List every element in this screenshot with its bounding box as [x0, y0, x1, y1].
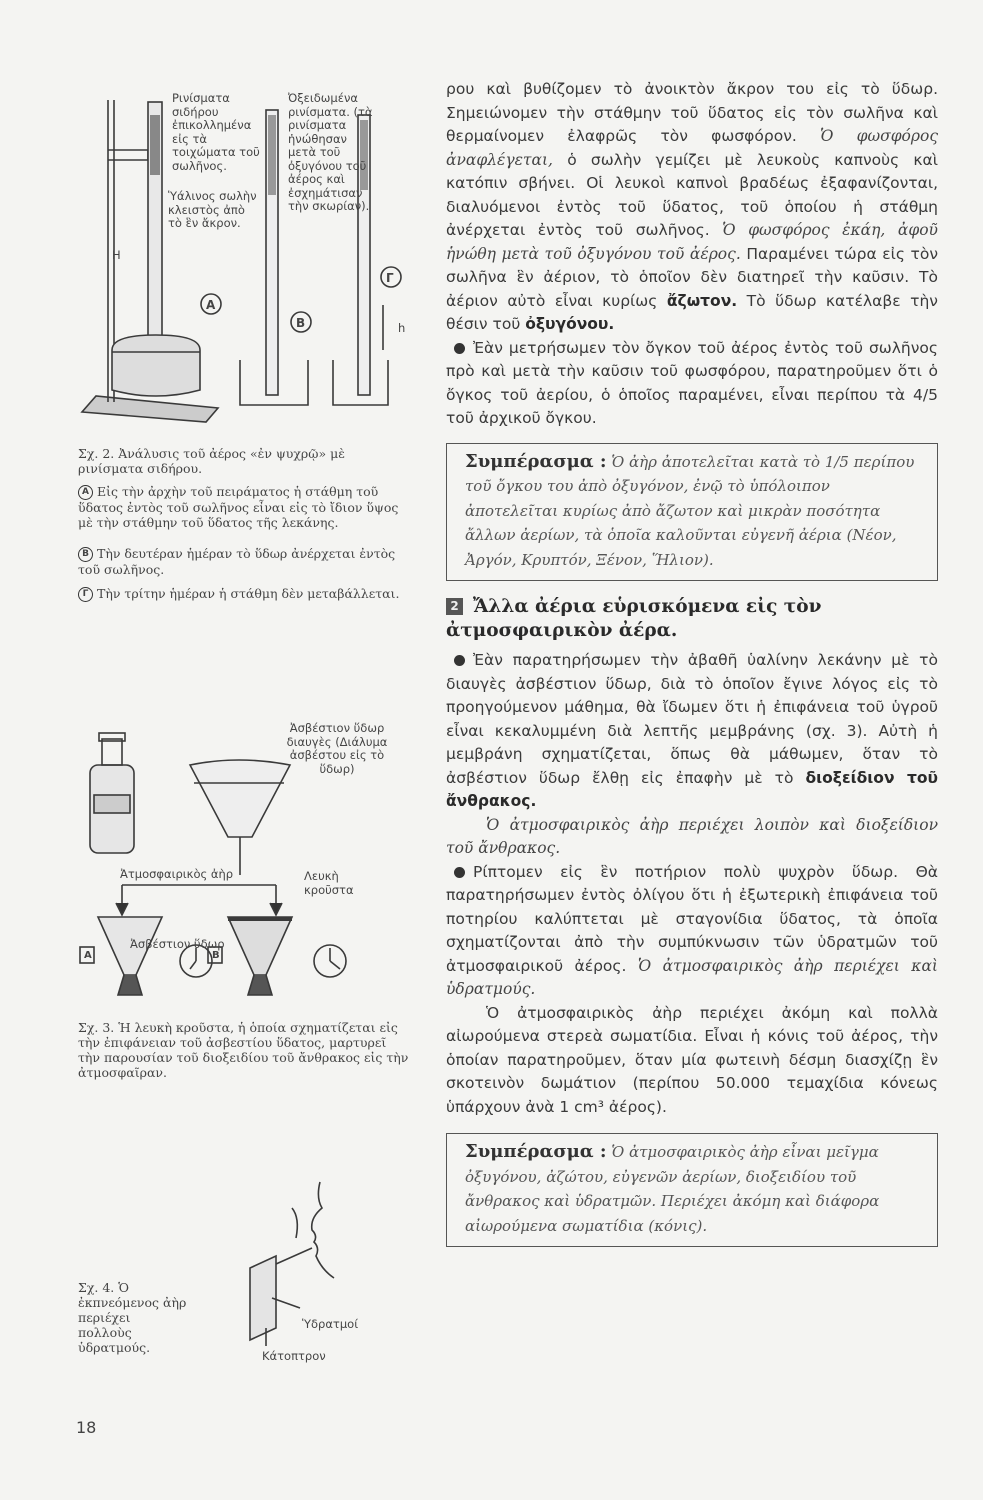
conclusion-2-heading: Συμπέρασμα : — [465, 1141, 607, 1162]
fig4-caption: Σχ. 4. Ὁ ἐκπνεόμενος ἀὴρ περιέχει πολλοὺς ὑδρατμούς. — [78, 1280, 187, 1355]
fig2-item-b-text: Τὴν δευτέραν ἡμέραν τὸ ὕδωρ ἀνέρχεται ἐντὸς τοῦ σωλῆνος. — [78, 546, 396, 577]
conclusion-box-2 — [446, 1133, 938, 1247]
p1-bold-nitrogen: ἄζωτον. — [666, 291, 738, 310]
fig3-label-air: Ἀτμοσφαιρικὸς ἀὴρ — [120, 867, 234, 881]
paragraph-volume — [446, 337, 938, 431]
fig4-label-mirror: Κάτοπτρον — [262, 1349, 326, 1363]
fig2-mark-H: Η — [112, 248, 121, 262]
bullet-icon — [454, 343, 465, 354]
fig3-label-limewater: Ἀσβέστιον ὕδωρ διαυγὲς (Διάλυμα ἀσβέστου εἰς τὸ ὕδωρ) — [286, 721, 388, 776]
fig2-mark-A: Α — [206, 298, 216, 312]
section-heading-2 — [446, 595, 938, 643]
p1-text-c: ὁ σωλὴν γεμίζει μὲ λευκοὺς καπνοὺς καὶ κατόπιν σβήνει. Οἱ λευκοὶ καπνοὶ βραδέως ἐξαφανίζονται, διαλυόμενοι ἐντὸς τοῦ ὕδατος, τοῦ ὁποίου ἡ στάθμη ἀνέρχεται ἐντὸς τοῦ σωλῆνος. — [446, 150, 938, 239]
p4-text-a: Ρίπτομεν εἰς ἓν ποτήριον πολὺ ψυχρὸν ὕδωρ. Θὰ παρατηρήσωμεν ἐντὸς ὀλίγου ὅτι ἡ ἐξωτερικὴ ἐπιφάνεια τοῦ ποτηρίου καλύπτεται μὲ σταγονίδια ὕδατος, τὰ ὁποῖα σχηματίζονται ἀπὸ τὴν συμπύκνωσιν τῶν ὑδρατμῶν τοῦ ἀτμοσφαιρικοῦ ἀέρος. — [446, 862, 938, 975]
section-number: 2 — [446, 598, 463, 615]
paragraph-phosphorus — [446, 78, 938, 337]
fig3-label-limewater2: Ἀσβέστιον ὕδωρ — [130, 937, 225, 951]
conclusion-box-1 — [446, 443, 938, 582]
fig2-label-oxidized: Ὀξειδωμένα ρινίσματα. (τὰ ρινίσματα ἠνώθησαν μετὰ τοῦ ὀξυγόνου τοῦ ἀέρος καὶ ἐσχημάτισαν τὴν σκωρίαν). — [288, 91, 373, 213]
conclusion-2-text: Ὁ ἀτμοσφαιρικὸς ἀὴρ εἶναι μεῖγμα ὀξυγόνου, ἀζώτου, εὐγενῶν ἀερίων, διοξειδίου τοῦ ἄνθρακος καὶ ὑδρατμῶν. Περιέχει ἀκόμη καὶ διάφορα αἰωρούμενα σωματίδια (κόνις). — [465, 1143, 880, 1235]
fig2-item-a-text: Εἰς τὴν ἀρχὴν τοῦ πειράματος ἡ στάθμη τοῦ ὕδατος ἐντὸς τοῦ σωλῆνος εἶναι εἰς τὸ ἴδιον ὕψος μὲ τὴν στάθμην τοῦ ὕδατος τῆς λεκάνης. — [78, 484, 399, 530]
fig2-mark-B: Β — [296, 316, 306, 330]
fig2-item-c-text: Τὴν τρίτην ἡμέραν ἡ στάθμη δὲν μεταβάλλεται. — [97, 586, 400, 601]
p4-italic-b: Ὁ ἀτμοσφαιρικὸς ἀὴρ περιέχει καὶ ὑδρατμούς. — [446, 956, 938, 998]
p1-bold-oxygen: ὀξυγόνου. — [525, 315, 615, 333]
p1-text-a: ρου καὶ βυθίζομεν τὸ ἀνοικτὸν ἄκρον του εἰς τὸ ὕδωρ. Σημειώνομεν τὴν στάθμην τοῦ ὕδατος εἰς τὸν σωλῆνα καὶ θερμαίνομεν ἐλαφρῶς τὸν φωσφόρον. — [446, 80, 938, 145]
fig3-label-crust: Λευκὴ κροῦστα — [304, 869, 354, 897]
bullet-icon — [454, 867, 465, 878]
conclusion-1-text: Ὁ ἀὴρ ἀποτελεῖται κατὰ τὸ 1/5 περίπου τοῦ ὄγκου του ἀπὸ ὀξυγόνον, ἐνῷ τὸ ὑπόλοιπον ἀποτελεῖται κυρίως ἀπὸ ἄζωτον καὶ μικρὰν ποσότητα ἄλλων ἀερίων, τὰ ὁποῖα καλοῦνται εὐγενῆ ἀέρια (Νέον, Ἀργόν, Κρυπτόν, Ξένον, Ἥλιον). — [465, 452, 915, 569]
right-column — [446, 78, 938, 1247]
fig2-item-c — [78, 586, 410, 602]
fig2-label-tube: Ὑάλινος σωλὴν κλειστὸς ἀπὸ τὸ ἓν ἄκρον. — [168, 189, 257, 230]
fig2-item-a — [78, 484, 410, 530]
fig2-item-b — [78, 546, 410, 577]
p1-text-g: Τὸ ὕδωρ κατέλαβε τὴν θέσιν τοῦ — [446, 291, 938, 333]
fig3-mark-B: Β — [212, 950, 220, 961]
fig3-mark-A: Α — [84, 950, 92, 961]
paragraph-dust: Ὁ ἀτμοσφαιρικὸς ἀὴρ περιέχει ἀκόμη καὶ πολλὰ αἰωρούμενα στερεὰ σωματίδια. Εἶναι ἡ κόνις τοῦ ἀέρος, τὴν ὁποίαν παρατηροῦμεν, ὅταν μία φωτεινὴ δέσμη διασχίζῃ ἓν σκοτεινὸν δωμάτιον (περίπου 50.000 τεμαχίδια κόνεως ὑπάρχουν ἀνὰ 1 cm³ ἀέρος). — [446, 1003, 938, 1116]
p3-text-a: Ἐὰν παρατηρήσωμεν τὴν ἀβαθῆ ὑαλίνην λεκάνην μὲ τὸ διαυγὲς ἀσβέστιον ὕδωρ, διὰ τὸ ὁποῖον ἔγινε λόγος εἰς τὸ προηγούμενον μάθημα, θὰ ἴδωμεν ὅτι ἡ ἐπιφάνεια τοῦ ὑγροῦ εἶναι κεκαλυμμένη διὰ λεπτῆς μεμβράνης (σχ. 3). Αὐτὴ ἡ μεμβράνη σχηματίζεται, ὅπως θὰ μάθωμεν, ὅταν τὸ ἀσβέστιον ὕδωρ ἔλθῃ εἰς ἐπαφὴν μὲ τὸ — [446, 651, 938, 787]
fig3-caption: Σχ. 3. Ἡ λευκὴ κροῦστα, ἡ ὁποία σχηματίζεται εἰς τὴν ἐπιφάνειαν τοῦ ἀσβεστίου ὕδατος, μαρτυρεῖ τὴν παρουσίαν τοῦ διοξειδίου τοῦ ἄνθρακος εἰς τὴν ἀτμοσφαῖραν. — [78, 1020, 409, 1080]
p1-italic-b: Ὁ φωσφόρος ἀναφλέγεται, — [446, 127, 939, 169]
fig2-item-a-mark: Α — [78, 485, 93, 500]
paragraph-cold-water — [446, 861, 938, 1002]
section-title: Ἄλλα ἀέρια εὑρισκόμενα εἰς τὸν ἀτμοσφαιρικὸν ἀέρα. — [446, 596, 822, 641]
paragraph-limewater — [446, 649, 938, 814]
fig2-caption: Σχ. 2. Ἀνάλυσις τοῦ ἀέρος «ἐν ψυχρῷ» μὲ ρινίσματα σιδήρου. — [78, 446, 345, 476]
p3-italic-conclusion: Ὁ ἀτμοσφαιρικὸς ἀὴρ περιέχει λοιπὸν καὶ διοξείδιον τοῦ ἄνθρακος. — [446, 815, 938, 857]
fig2-item-b-mark: Β — [78, 547, 93, 562]
bullet-icon — [454, 655, 465, 666]
fig2-item-c-mark: Γ — [78, 587, 93, 602]
conclusion-1-heading: Συμπέρασμα : — [465, 450, 607, 472]
page-number: 18 — [76, 1418, 97, 1437]
fig2-mark-h: h — [398, 321, 406, 335]
fig4-label-vapor: Ὑδρατμοί — [302, 1317, 359, 1331]
fig2-label-filings: Ρινίσματα σιδήρου ἐπικολλημένα εἰς τὰ τοιχώματα τοῦ σωλῆνος. — [172, 91, 260, 173]
p3-bold-co2: διοξείδιον τοῦ ἄνθρακος. — [446, 768, 938, 810]
p1-text-e: Παραμένει τώρα εἰς τὸν σωλῆνα ἓν ἀέριον, τὸ ὁποῖον δὲν διατηρεῖ τὴν καῦσιν. Τὸ ἀέριον αὐτὸ εἶναι κυρίως — [446, 244, 938, 310]
fig2-mark-G: Γ — [386, 271, 394, 285]
p2-text: Ἐὰν μετρήσωμεν τὸν ὄγκον τοῦ ἀέρος ἐντὸς τοῦ σωλῆνος πρὸ καὶ μετὰ τὴν καῦσιν τοῦ φωσφόρου, παρατηροῦμεν ὅτι ὁ ὄγκος τοῦ ἀερίου, ὁ ὁποῖος παραμένει, εἶναι περίπου τὰ 4/5 τοῦ ἀρχικοῦ ὄγκου. — [446, 338, 938, 427]
p1-italic-d: Ὁ φωσφόρος ἐκάη, ἀφοῦ ἡνώθη μετὰ τοῦ ὀξυγόνου τοῦ ἀέρος. — [446, 221, 938, 263]
